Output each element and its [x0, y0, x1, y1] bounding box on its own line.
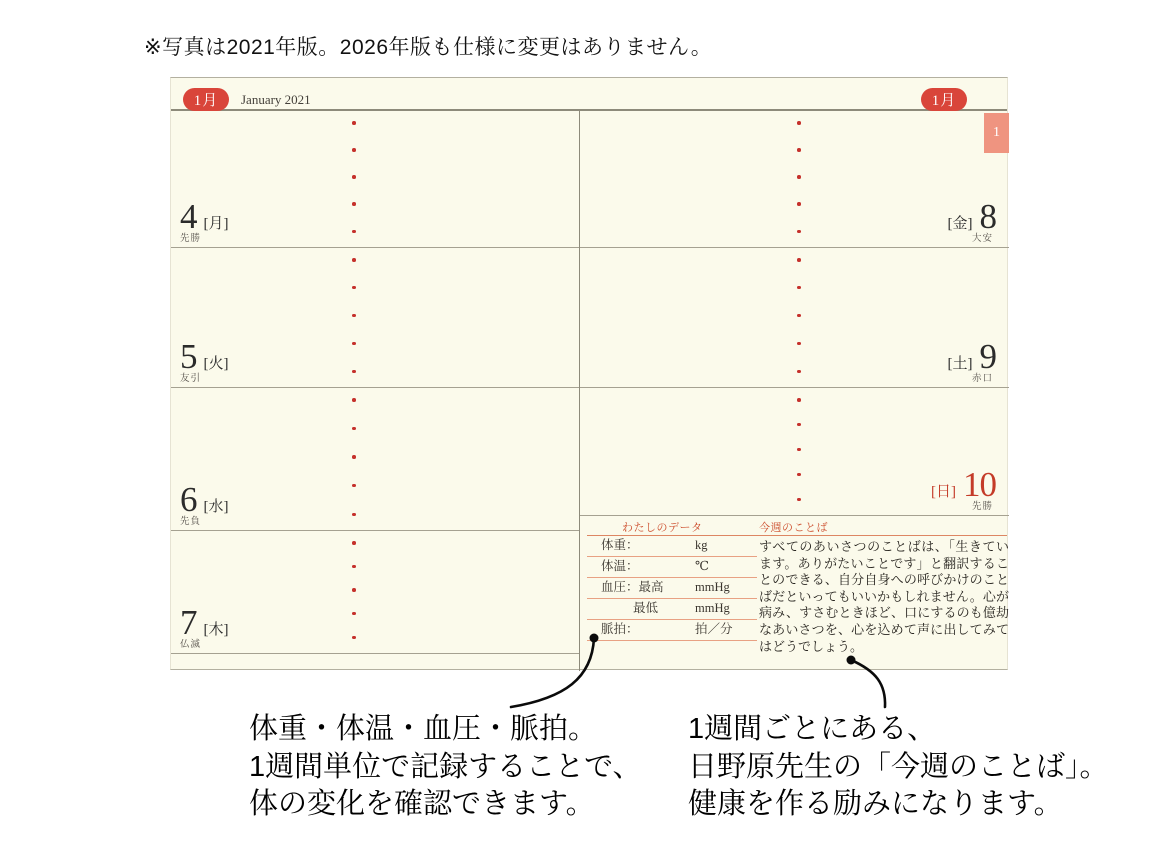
health-data-table: [587, 536, 757, 641]
day-row-jan7: [171, 531, 579, 654]
day-number: 8: [979, 196, 996, 236]
date-block: [947, 196, 997, 245]
photo-disclaimer-note: ※写真は2021年版。2026年版も仕様に変更はありません。: [144, 36, 713, 59]
rokuyo-label: 仏滅: [180, 639, 202, 650]
rokuyo-label: 先勝: [180, 233, 202, 244]
date-block: [180, 479, 229, 528]
weekday-label: [水]: [203, 498, 229, 515]
month-index-tab: 1: [984, 113, 1009, 153]
rokuyo-label: 先負: [180, 516, 202, 527]
row-label: 脈拍：: [601, 622, 639, 636]
row-unit: kg: [695, 538, 708, 552]
weekly-words-title: 今週のことば: [759, 522, 828, 534]
day-row-jan5: [171, 248, 579, 388]
row-unit: 拍／分: [695, 622, 733, 636]
day-number: 10: [963, 464, 996, 504]
dotted-writing-guide: [797, 121, 801, 233]
weekday-label: [土]: [947, 355, 973, 372]
row-label: 体重：: [601, 538, 639, 552]
caption-line: 体重・体温・血圧・脈拍。: [249, 713, 598, 745]
date-block: [931, 464, 996, 513]
caption-line: 健康を作る励みになります。: [688, 788, 1063, 820]
month-subtitle: January 2021: [241, 92, 311, 107]
page-right: [579, 111, 1009, 671]
spread-header: [171, 78, 1007, 111]
weekly-words-text: すべてのあいさつのことばは、「生きています。ありがたいことです」と翻訳することのできる、自分自身への呼びかけのことばだといってもいいかもしれません。心が病み、すさむときほど、口にするのも億劫なあいさつを、心を込めて声に出してみてはどうでしょう。: [759, 539, 1009, 654]
day-number: 5: [180, 336, 197, 376]
dotted-writing-guide: [352, 121, 356, 233]
date-block: [180, 336, 229, 385]
table-row-pulse: [587, 620, 757, 641]
dotted-writing-guide: [797, 258, 801, 373]
dotted-writing-guide: [352, 398, 356, 516]
date-block: [180, 196, 229, 245]
month-badge-right: 1月: [921, 88, 967, 111]
dotted-writing-guide: [352, 541, 356, 639]
table-row-weight: [587, 536, 757, 557]
day-row-jan8: [580, 111, 1009, 248]
caption-line: 1週間単位で記録することで、: [249, 750, 642, 783]
row-label: 最低: [633, 601, 659, 615]
page-left: [171, 111, 579, 671]
dotted-writing-guide: [797, 398, 801, 501]
day-row-jan9: [580, 248, 1009, 388]
health-data-and-quote-section: [580, 516, 1010, 671]
caption-line: 体の変化を確認できます。: [249, 788, 595, 820]
weekday-label: [金]: [947, 215, 973, 232]
rokuyo-label: 大安: [971, 233, 993, 244]
diary-weekly-spread: [170, 77, 1008, 670]
caption-line: 1週間ごとにある、: [688, 713, 937, 745]
day-row-jan6: [171, 388, 579, 531]
day-number: 6: [180, 479, 197, 519]
weekday-label: [日]: [931, 483, 956, 500]
dotted-writing-guide: [352, 258, 356, 373]
caption-health-data: [249, 711, 642, 824]
spread-body: [171, 111, 1009, 671]
day-row-jan10: [580, 388, 1009, 516]
row-unit: mmHg: [695, 580, 730, 594]
my-data-title: わたしのデータ: [622, 522, 703, 534]
weekday-label: [火]: [203, 355, 229, 372]
weekday-label: [木]: [203, 621, 229, 638]
table-row-bp-high: [587, 578, 757, 599]
weekday-label: [月]: [203, 215, 229, 232]
month-badge-left: 1月: [183, 88, 229, 111]
day-number: 7: [180, 602, 197, 642]
date-block: [180, 602, 229, 651]
caption-line: 日野原先生の「今週のことば」。: [688, 750, 1109, 783]
row-label: 体温：: [601, 559, 639, 573]
rokuyo-label: 友引: [180, 373, 202, 384]
day-number: 9: [979, 336, 996, 376]
rokuyo-label: 赤口: [971, 373, 993, 384]
rokuyo-label: 先勝: [971, 501, 993, 512]
row-unit: mmHg: [695, 601, 730, 615]
date-block: [947, 336, 997, 385]
day-number: 4: [180, 196, 197, 236]
row-label: 血圧：最高: [601, 580, 664, 594]
row-unit: ℃: [695, 559, 709, 573]
table-row-temperature: [587, 557, 757, 578]
caption-weekly-words: [688, 711, 1109, 824]
table-row-bp-low: [587, 599, 757, 620]
day-row-jan4: [171, 111, 579, 248]
